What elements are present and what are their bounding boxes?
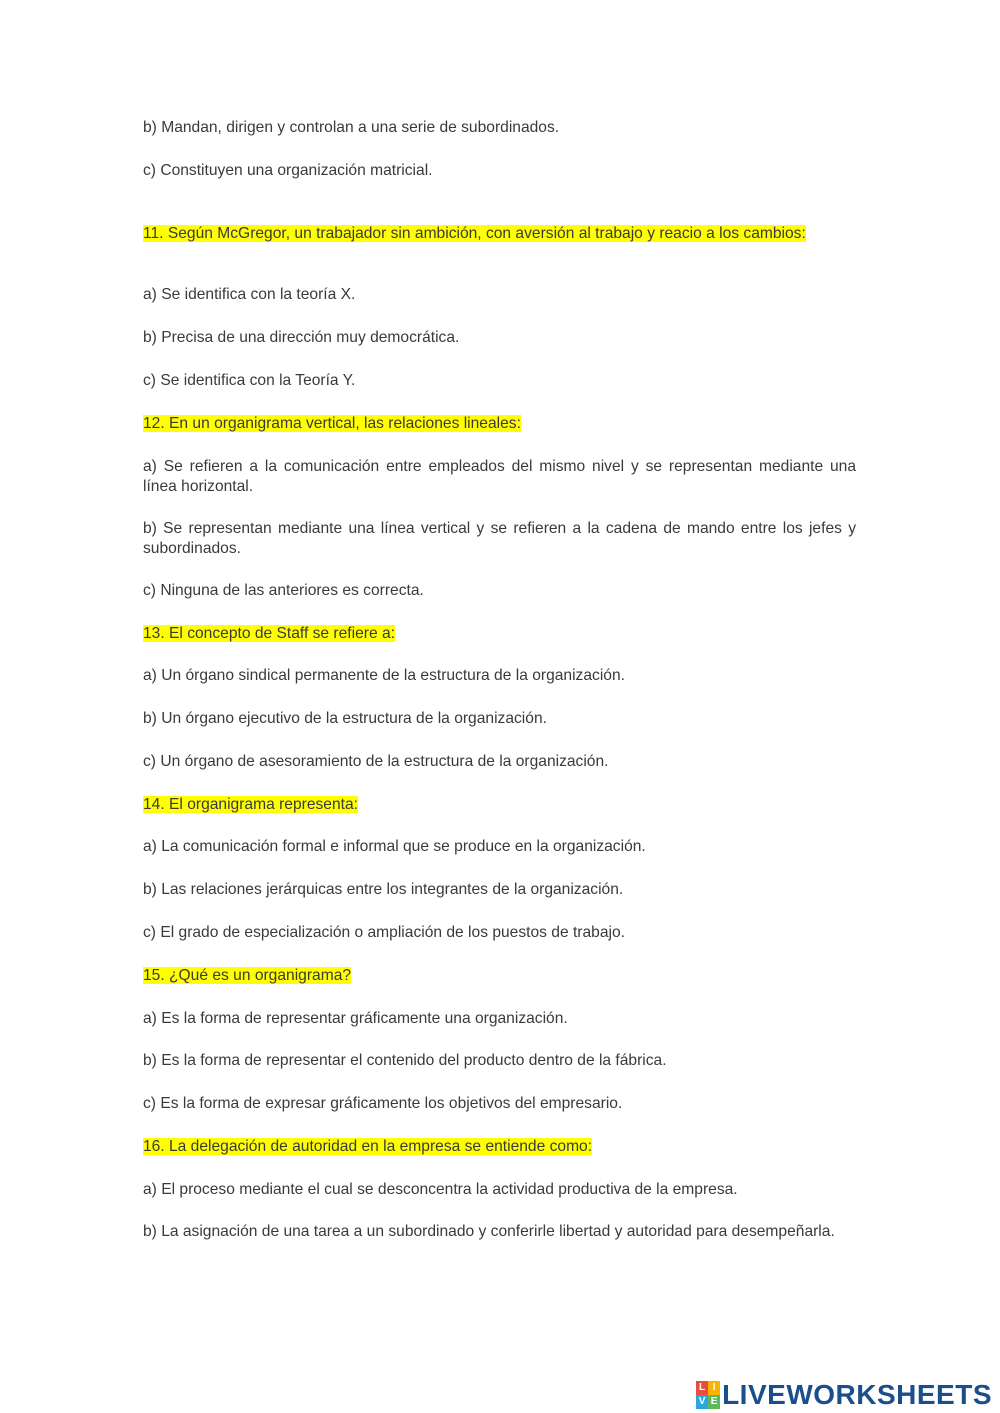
- answer-option-b: b) Mandan, dirigen y controlan a una serie de subordinados.: [143, 119, 560, 136]
- answer-option-c: c) El grado de especialización o ampliación de los puestos de trabajo.: [143, 924, 625, 941]
- worksheet-page: [143, 0, 856, 1413]
- answer-option-c: c) Es la forma de expresar gráficamente los objetivos del empresario.: [143, 1095, 623, 1112]
- question-16: 16. La delegación de autoridad en la empresa se entiende como:: [143, 1138, 593, 1155]
- question-15: 15. ¿Qué es un organigrama?: [143, 967, 352, 984]
- answer-option-a: a) El proceso mediante el cual se desconcentra la actividad productiva de la empresa.: [143, 1181, 738, 1198]
- answer-option-c: c) Se identifica con la Teoría Y.: [143, 372, 356, 389]
- question-14: 14. El organigrama representa:: [143, 796, 358, 813]
- answer-option-b: b) Precisa de una dirección muy democrática.: [143, 329, 460, 346]
- answer-option-a: a) Un órgano sindical permanente de la estructura de la organización.: [143, 667, 625, 684]
- answer-option-b: b) Las relaciones jerárquicas entre los integrantes de la organización.: [143, 881, 624, 898]
- answer-option-c: c) Ninguna de las anteriores es correcta.: [143, 582, 424, 599]
- liveworksheets-logo[interactable]: [696, 1378, 992, 1412]
- answer-option-c: c) Constituyen una organización matricial.: [143, 162, 433, 179]
- answer-option-b: b) Se representan mediante una línea vertical y se refieren a la cadena de mando entre los jefes y subordinados.: [143, 520, 856, 557]
- answer-option-b: b) Es la forma de representar el contenido del producto dentro de la fábrica.: [143, 1052, 667, 1069]
- answer-option-a: a) Es la forma de representar gráficamente una organización.: [143, 1010, 568, 1027]
- question-13: 13. El concepto de Staff se refiere a:: [143, 625, 395, 642]
- answer-option-b: b) La asignación de una tarea a un subordinado y conferirle libertad y autoridad para desempeñarla.: [143, 1223, 835, 1240]
- logo-wordmark: LIVEWORKSHEETS: [722, 1379, 992, 1410]
- answer-option-a: a) Se refieren a la comunicación entre empleados del mismo nivel y se representan mediante una línea horizontal.: [143, 458, 856, 495]
- answer-option-b: b) Un órgano ejecutivo de la estructura de la organización.: [143, 710, 547, 727]
- question-12: 12. En un organigrama vertical, las relaciones lineales:: [143, 415, 521, 432]
- answer-option-a: a) Se identifica con la teoría X.: [143, 286, 356, 303]
- liveworksheets-logo-icon: L I V E: [696, 1381, 720, 1409]
- answer-option-a: a) La comunicación formal e informal que se produce en la organización.: [143, 838, 646, 855]
- question-11: 11. Según McGregor, un trabajador sin ambición, con aversión al trabajo y reacio a los cambios:: [143, 225, 806, 242]
- answer-option-c: c) Un órgano de asesoramiento de la estructura de la organización.: [143, 753, 609, 770]
